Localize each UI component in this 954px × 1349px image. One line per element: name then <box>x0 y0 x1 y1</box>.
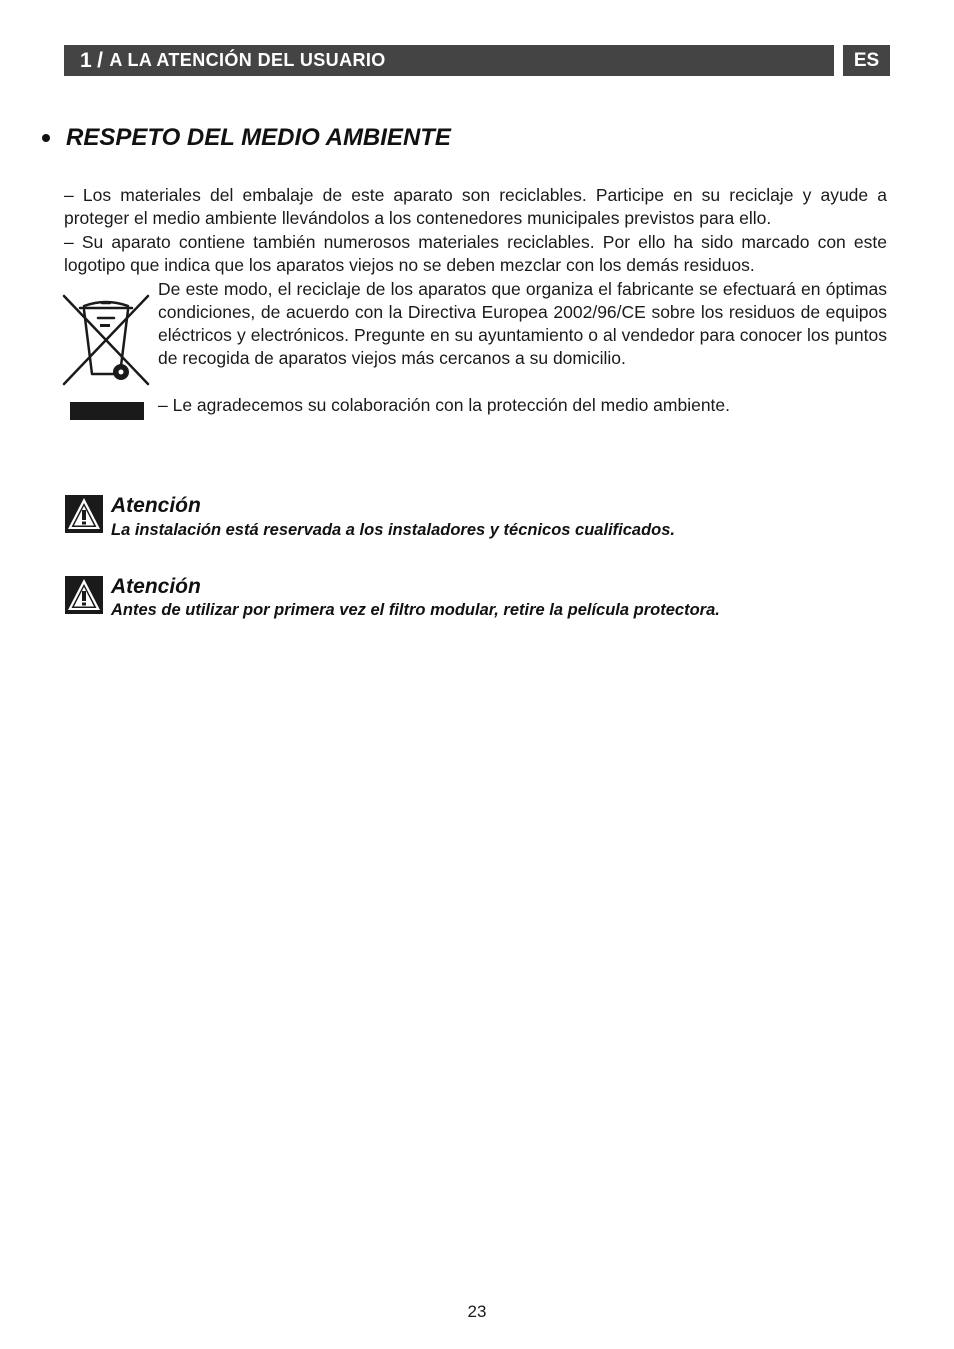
warning-triangle-icon <box>65 495 103 533</box>
warning-text: La instalación está reservada a los instaladores y técnicos cualificados. <box>111 521 675 539</box>
warning-triangle-icon <box>65 576 103 614</box>
weee-black-bar <box>70 402 144 420</box>
page-number: 23 <box>467 1302 487 1321</box>
section-title-text: RESPETO DEL MEDIO AMBIENTE <box>66 124 451 151</box>
section-separator: / <box>97 48 104 72</box>
section-header-bar <box>64 45 834 76</box>
section-header-title: A LA ATENCIÓN DEL USUARIO <box>109 50 386 70</box>
paragraph-packaging: – Los materiales del embalaje de este aparato son reciclables. Participe en su reciclaje y ayude a proteger el medio ambiente llevándolos a los contenedores municipales previstos para ello. <box>64 185 887 228</box>
paragraph-recycling-directive: De este modo, el reciclaje de los aparatos que organiza el fabricante se efectuará en óptimas condiciones, de acuerdo con la Directiva Europea 2002/96/CE sobre los residuos de equipos eléctricos y electrónicos. Pregunte en su ayuntamiento o al vendedor para conocer los puntos de recogida de aparatos viejos más cercanos a su domicilio. <box>158 279 887 368</box>
warning-title: Atención <box>111 575 201 598</box>
crossed-out-wheelie-bin-icon <box>62 294 150 388</box>
warning-text: Antes de utilizar por primera vez el filtro modular, retire la película protectora. <box>111 601 720 619</box>
paragraph-thanks: – Le agradecemos su colaboración con la protección del medio ambiente. <box>158 395 731 415</box>
section-title <box>40 122 451 154</box>
warning-title: Atención <box>111 494 201 517</box>
section-number: 1 <box>80 48 93 72</box>
bullet-icon <box>42 134 50 142</box>
language-badge: ES <box>843 45 890 76</box>
paragraph-materials: – Su aparato contiene también numerosos materiales reciclables. Por ello ha sido marcado con este logotipo que indica que los aparatos viejos no se deben mezclar con los demás residuos. <box>64 232 887 275</box>
